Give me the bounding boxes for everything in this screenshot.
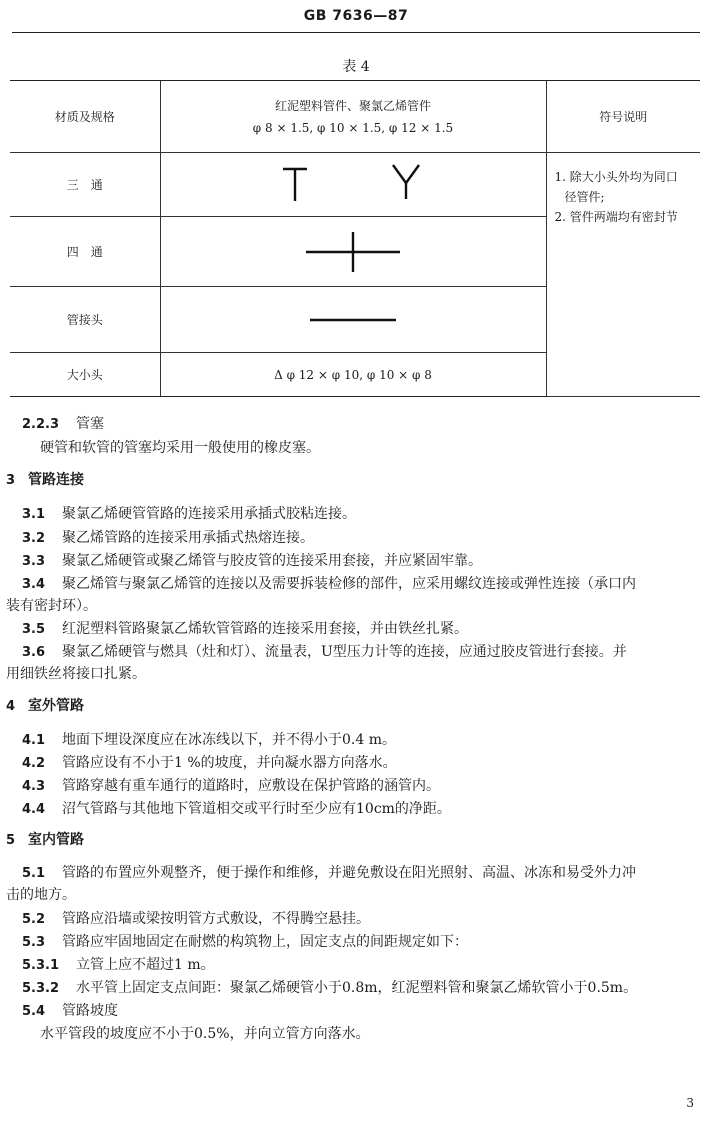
clause-text: 管路应设有不小于1 %的坡度，并向凝水器方向落水。 [62, 755, 397, 771]
header-symbol-line2: φ 8 × 1.5, φ 10 × 1.5, φ 12 × 1.5 [252, 120, 454, 135]
tee-and-wye-symbol [160, 153, 546, 217]
clause-number: 5.3.2 [22, 981, 60, 996]
section-heading [6, 696, 84, 717]
clause-text: 聚氯乙烯硬管或聚乙烯管与胶皮管的连接采用套接，并应紧固牢靠。 [62, 553, 482, 569]
clause-text: 管路坡度 [62, 1003, 118, 1019]
clause-number: 3.3 [22, 554, 46, 569]
cross-symbol [160, 217, 546, 287]
clause [22, 619, 468, 640]
clause-text: 室外管路 [28, 698, 84, 714]
header-symbol-line1: 红泥塑料管件、聚氯乙烯管件 [274, 98, 431, 113]
clause-text: 聚乙烯管路的连接采用承插式热熔连接。 [62, 530, 314, 546]
clause-number: 4.1 [22, 733, 46, 748]
clause [6, 664, 146, 684]
clause-number: 3.5 [22, 622, 46, 637]
clause-number: 4.4 [22, 802, 46, 817]
clause-text: 用细铁丝将接口扎紧。 [6, 666, 146, 682]
row-material: 大小头 [10, 353, 160, 397]
clause-number: 3.4 [22, 577, 46, 592]
clause [22, 730, 396, 751]
header-symbol [160, 81, 546, 153]
reducer-spec: Δ φ 12 × φ 10, φ 10 × φ 8 [160, 353, 546, 397]
clause [6, 885, 76, 905]
standard-number: GB 7636—87 [303, 8, 409, 24]
section-heading [6, 470, 84, 491]
clause-number: 4 [6, 699, 16, 714]
clause-number: 5.1 [22, 866, 46, 881]
clause-number: 4.2 [22, 756, 46, 771]
clause [22, 528, 314, 549]
fittings-table [10, 80, 700, 397]
clause [22, 932, 468, 953]
clause [22, 799, 451, 820]
clause-text: 立管上应不超过1 m。 [76, 957, 215, 973]
clause-number: 5.2 [22, 912, 46, 927]
clause-text: 管路应沿墙或梁按明管方式敷设，不得腾空悬挂。 [62, 911, 370, 927]
clause-text: 管路连接 [28, 472, 84, 488]
clause [22, 978, 637, 999]
clause-number: 3.2 [22, 531, 46, 546]
clause-text: 管路应牢固地固定在耐燃的构筑物上，固定支点的间距规定如下： [62, 934, 468, 950]
notes-cell [546, 153, 700, 397]
wye-symbol-icon [393, 165, 419, 199]
clause [40, 1024, 370, 1044]
table-header-row [10, 81, 700, 153]
clause-text: 聚氯乙烯硬管与燃具（灶和灯）、流量表，U型压力计等的连接，应通过胶皮管进行套接。并 [62, 644, 627, 660]
note-item: 径管件; [564, 190, 605, 204]
clause-number: 3 [6, 473, 16, 488]
section-heading [6, 830, 84, 851]
cross-symbol-icon [306, 232, 400, 272]
clause-text: 水平管段的坡度应不小于0.5%，并向立管方向落水。 [40, 1026, 370, 1042]
header-note: 符号说明 [546, 81, 700, 153]
row-material: 管接头 [10, 287, 160, 353]
clause-number: 5.3 [22, 935, 46, 950]
clause-text: 聚氯乙烯硬管管路的连接采用承插式胶粘连接。 [62, 506, 356, 522]
row-material: 三 通 [10, 153, 160, 217]
clause [22, 504, 356, 525]
header-material: 材质及规格 [10, 81, 160, 153]
header-rule [12, 32, 700, 33]
clause [22, 642, 627, 663]
clause-number: 3.1 [22, 507, 46, 522]
clause [22, 863, 636, 884]
clause-text: 水平管上固定支点间距：聚氯乙烯硬管小于0.8m，红泥塑料管和聚氯乙烯软管小于0.5m。 [76, 980, 638, 996]
clause-number: 4.3 [22, 779, 46, 794]
clause-text: 管路的布置应外观整齐，便于操作和维修，并避免敷设在阳光照射、高温、冰冻和易受外力冲 [62, 865, 636, 881]
clause [22, 414, 104, 435]
clause-text: 沼气管路与其他地下管道相交或平行时至少应有10cm的净距。 [62, 801, 451, 817]
clause [22, 955, 215, 976]
clause-text: 管塞 [76, 416, 104, 432]
clause-number: 2.2.3 [22, 417, 60, 432]
clause [22, 909, 370, 930]
clause-text: 装有密封环）。 [6, 598, 97, 614]
table-row [10, 153, 700, 217]
clause [22, 776, 440, 797]
clause-number: 5.3.1 [22, 958, 60, 973]
clause-number: 5.4 [22, 1004, 46, 1019]
clause-text: 地面下埋设深度应在冰冻线以下，并不得小于0.4 m。 [62, 732, 396, 748]
clause-number: 5 [6, 833, 16, 848]
note-item: 1. 除大小头外均为同口 [554, 170, 678, 184]
clause [22, 1001, 118, 1022]
clause-text: 硬管和软管的管塞均采用一般使用的橡皮塞。 [40, 440, 320, 456]
row-material: 四 通 [10, 217, 160, 287]
clause-text: 室内管路 [28, 832, 84, 848]
tee-symbol-icon [283, 169, 307, 201]
clause [22, 551, 482, 572]
page-number: 3 [686, 1096, 694, 1110]
clause-text: 红泥塑料管路聚氯乙烯软管管路的连接采用套接，并由铁丝扎紧。 [62, 621, 468, 637]
clause-text: 管路穿越有重车通行的道路时，应敷设在保护管路的涵管内。 [62, 778, 440, 794]
note-item: 2. 管件两端均有密封节 [554, 210, 678, 224]
clause-text: 击的地方。 [6, 887, 76, 903]
clause [22, 574, 636, 595]
clause [22, 753, 397, 774]
clause-text: 聚乙烯管与聚氯乙烯管的连接以及需要拆装检修的部件，应采用螺纹连接或弹性连接（承口内 [62, 576, 636, 592]
clause-number: 3.6 [22, 645, 46, 660]
clause [6, 596, 97, 616]
coupling-symbol [160, 287, 546, 353]
clause [40, 438, 320, 458]
table-caption: 表 4 [342, 59, 370, 75]
